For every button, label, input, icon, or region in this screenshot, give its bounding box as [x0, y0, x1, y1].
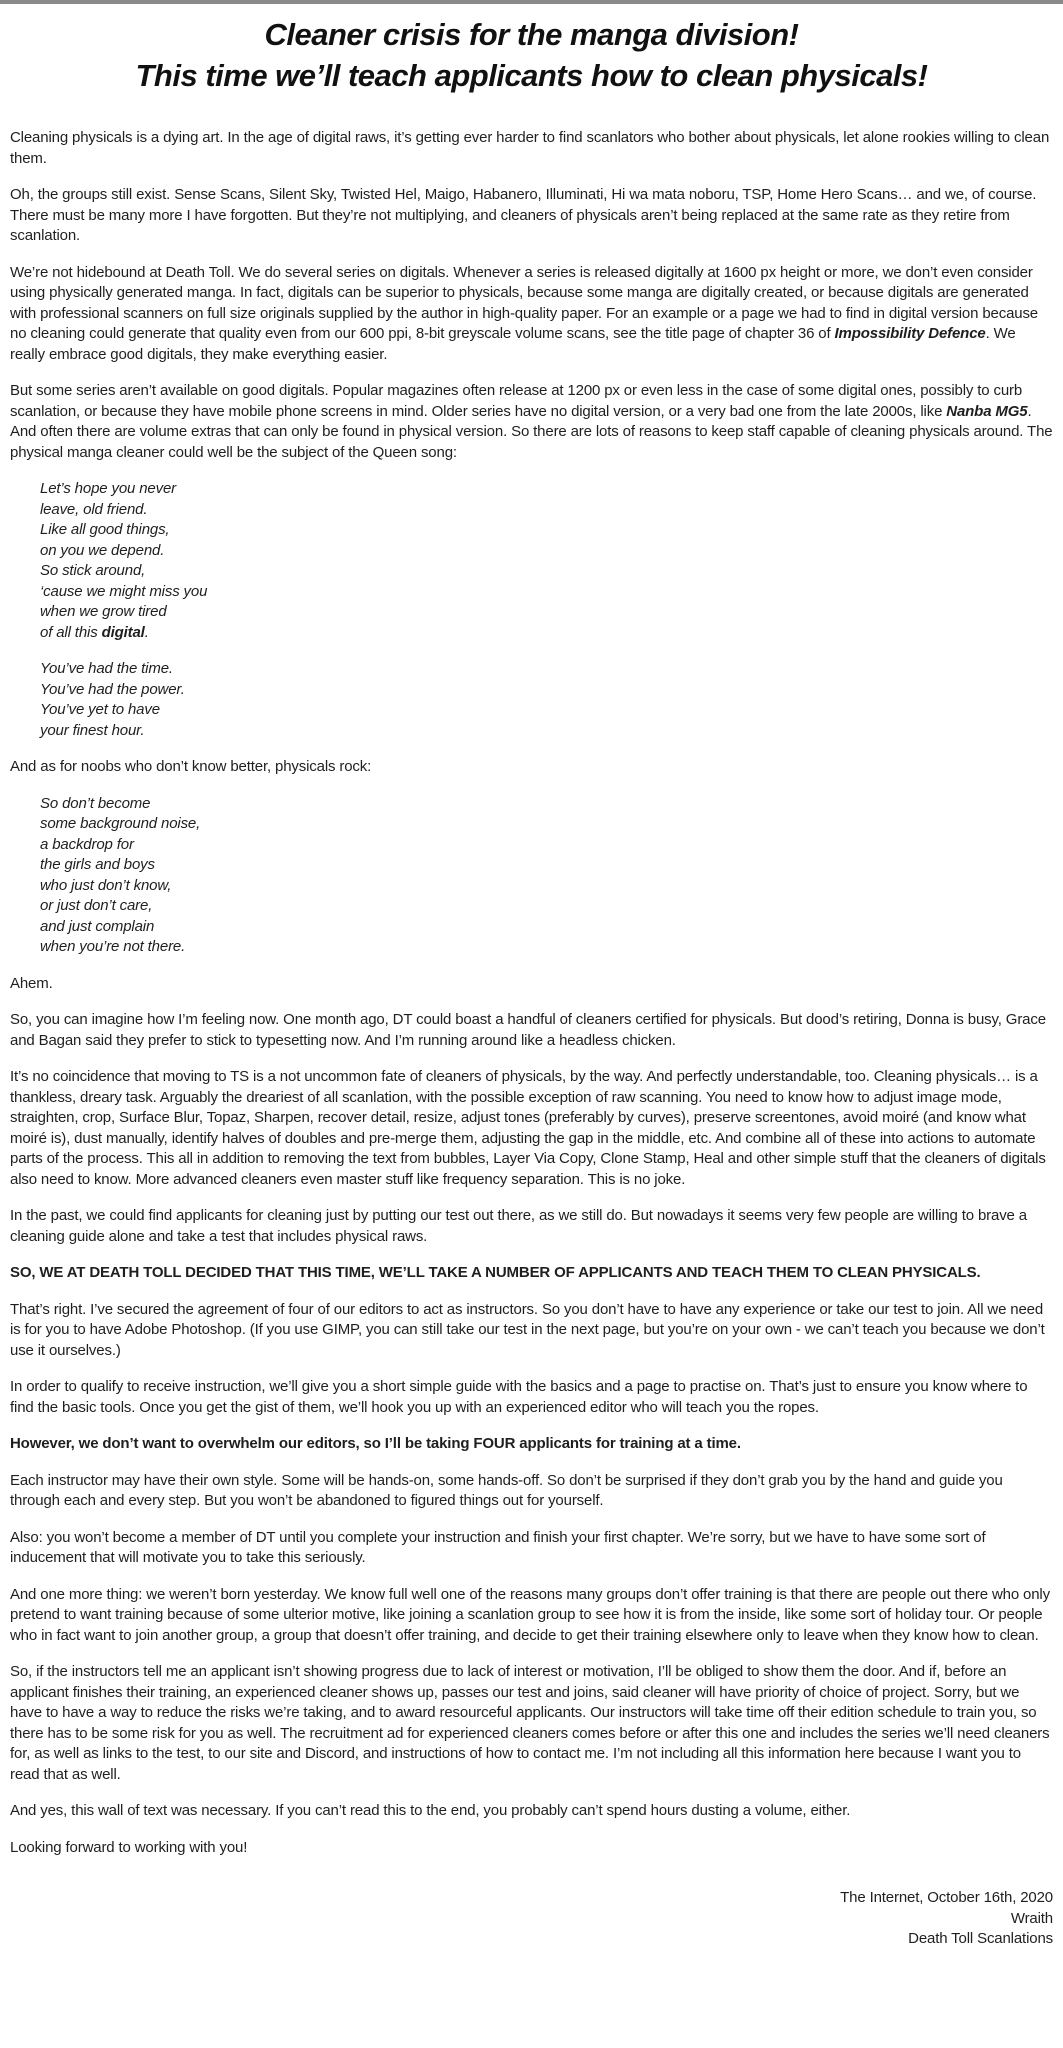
paragraph — [10, 263, 1053, 366]
page-title — [10, 14, 1053, 96]
text-run: And as for noobs who don’t know better, physicals rock: — [10, 758, 372, 775]
text-run: and just complain — [40, 917, 155, 935]
text-run: Ahem. — [10, 974, 53, 992]
bold-paragraph — [10, 1263, 1053, 1284]
paragraph — [10, 1838, 1053, 1859]
paragraph — [10, 1801, 1053, 1822]
text-run: In the past, we could find applicants for cleaning just by putting our test out there, as we still do. But nowadays it seems very few people are willing to brave a cleaning guide alone and take a test that includes physical raws. — [10, 1207, 1027, 1245]
song-quote-line — [40, 876, 1053, 897]
paragraph — [10, 1471, 1053, 1512]
text-run: of all this — [40, 623, 102, 641]
paragraph — [10, 381, 1053, 463]
paragraph — [10, 1528, 1053, 1569]
song-quote-line — [40, 561, 1053, 582]
document — [0, 4, 1063, 1950]
song-quote-line — [40, 680, 1053, 701]
text-run: when you’re not there. — [40, 938, 186, 955]
text-run: Nanba MG5 — [946, 402, 1028, 420]
text-run: . We really embrace good digitals, they make everything easier. — [10, 325, 1016, 363]
text-run: digital — [101, 623, 145, 641]
text-run: Impossibility Defence — [834, 325, 986, 342]
bold-paragraph — [10, 1434, 1053, 1455]
signature-author: Wraith — [1010, 1909, 1053, 1927]
text-run: who just don’t know, — [40, 876, 172, 894]
song-quote-line — [40, 479, 1053, 500]
text-run: Like all good things, — [40, 521, 170, 538]
paragraph — [10, 1067, 1053, 1190]
text-run: when we grow tired — [40, 603, 167, 620]
text-run: Also: you won’t become a member of DT until you complete your instruction and finish your first chapter. We’re sorry, but we have to have some sort of inducement that will motivate you to take this seriously. — [10, 1528, 986, 1566]
signature-group: Death Toll Scanlations — [908, 1930, 1053, 1947]
text-run: You’ve had the power. — [40, 680, 185, 698]
text-run: . — [144, 623, 149, 641]
song-quote-line — [40, 520, 1053, 541]
text-run: some background noise, — [40, 815, 201, 832]
text-run: You’ve had the time. — [40, 660, 173, 677]
paragraph — [10, 128, 1053, 169]
signature-date: The Internet, October 16th, 2020 — [840, 1889, 1053, 1906]
text-run: However, we don’t want to overwhelm our editors, so I’ll be taking FOUR applicants for training at a time. — [10, 1435, 741, 1452]
text-run: And one more thing: we weren’t born yesterday. We know full well one of the reasons many groups don’t offer training is that there are people out there who only pretend to want training because of some ulterior motive, like joining a scanlation group to see how it is from the inside, like some sort of holiday tour. Or people who in fact want to join another group, a group that doesn’t offer training, and decide to get their training elsewhere only to leave when they know how to clean. — [10, 1585, 1050, 1644]
paragraph — [10, 757, 1053, 778]
song-quote-line — [40, 623, 1053, 644]
signature-block — [10, 1888, 1053, 1950]
paragraph — [10, 1300, 1053, 1362]
song-quote-line — [40, 937, 1053, 958]
song-quote-line — [40, 814, 1053, 835]
text-run: the girls and boys — [40, 856, 155, 873]
text-run: In order to qualify to receive instruction, we’ll give you a short simple guide with the basics and a page to practise on. That’s just to ensure you know where to find the basic tools. Once you get the gist of them, we’ll hook you up with an experienced editor who will teach you the ropes. — [10, 1378, 1028, 1416]
text-run: Cleaning physicals is a dying art. In the age of digital raws, it’s getting ever harder to find scanlators who bother about physicals, let alone rookies willing to clean them. — [10, 129, 1050, 167]
song-quote-line — [40, 855, 1053, 876]
paragraph — [10, 1206, 1053, 1247]
text-run: So don’t become — [40, 794, 151, 812]
text-run: You’ve yet to have — [40, 701, 160, 718]
text-run: Let’s hope you never — [40, 480, 176, 497]
song-quote-line — [40, 582, 1053, 603]
text-run: That’s right. I’ve secured the agreement of four of our editors to act as instructors. So you don’t have to have any experience or take our test to join. All we need is for you to have Adobe Photoshop. (If you use GIMP, you can still take our test in the next page, but you’re on your own - we can’t teach you because we don’t use it ourselves.) — [10, 1300, 1045, 1359]
text-run: We’re not hidebound at Death Toll. We do several series on digitals. Whenever a series is released digitally at 1600 px height or more, we don’t even consider using physically generated manga. In fact, digitals can be superior to physicals, because some manga are digitally created, or because digitals are generated with professional scanners on full size originals supplied by the author in high-quality paper. For an example or a page we had to find in digital version because no cleaning could generate that quality even from our 600 ppi, 8-bit greyscale volume scans, see the title page of chapter 36 of — [10, 263, 1038, 342]
text-run: leave, old friend. — [40, 500, 148, 518]
paragraph — [10, 1662, 1053, 1785]
text-run: your finest hour. — [40, 721, 145, 739]
song-quote-line — [40, 602, 1053, 623]
text-run: So, if the instructors tell me an applicant isn’t showing progress due to lack of interest or motivation, I’ll be obliged to show them the door. And if, before an applicant finishes their training, an experienced cleaner shows up, passes our test and joins, said cleaner will have priority of choice of project. Sorry, but we have to have a way to reduce the risks we’re taking, and to award resourceful applicants. Our instructors will take time off their edition schedule to train you, so there has to be some risk for you as well. The recruitment ad for experienced cleaners comes before or after this one and includes the series we’ll need cleaners for, as well as links to the test, to our site and Discord, and instructions of how to contact me. I’m not including all this information here because I want you to read that as well. — [10, 1663, 1050, 1783]
song-quote-line — [40, 896, 1053, 917]
song-quote-line — [40, 541, 1053, 562]
song-quote-line — [40, 917, 1053, 938]
text-run: So, you can imagine how I’m feeling now. One month ago, DT could boast a handful of cleaners certified for physicals. But dood’s retiring, Donna is busy, Grace and Bagan said they prefer to stick to typesetting now. And I’m running around like a headless chicken. — [10, 1011, 1046, 1049]
song-quote — [40, 794, 1053, 958]
paragraph — [10, 1585, 1053, 1647]
text-run: . And often there are volume extras that can only be found in physical version. So there are lots of reasons to keep staff capable of cleaning physicals around. The physical manga cleaner could well be the subject of the Queen song: — [10, 402, 1053, 461]
song-quote-line — [40, 835, 1053, 856]
text-run: SO, WE AT DEATH TOLL DECIDED THAT THIS TIME, WE’LL TAKE A NUMBER OF APPLICANTS AND TEACH THEM TO CLEAN PHYSICALS. — [10, 1264, 981, 1281]
song-quote — [40, 479, 1053, 643]
document-body — [10, 128, 1053, 1858]
text-run: But some series aren’t available on good digitals. Popular magazines often release at 1200 px or even less in the case of some digital ones, possibly to curb scanlation, or because they have mobile phone screens in mind. Older series have no digital version, or a very bad one from the late 2000s, like — [10, 382, 1023, 420]
text-run: Oh, the groups still exist. Sense Scans, Silent Sky, Twisted Hel, Maigo, Habanero, Illuminati, Hi wa mata noboru, TSP, Home Hero Scans… and we, of course. There must be many more I have forgotten. But they’re not multiplying, and cleaners of physicals aren’t being replaced at the same rate as they retire from scanlation. — [10, 186, 1037, 244]
song-quote-line — [40, 659, 1053, 680]
text-run: And yes, this wall of text was necessary. If you can’t read this to the end, you probably can’t spend hours dusting a volume, either. — [10, 1802, 851, 1819]
song-quote — [40, 659, 1053, 741]
text-run: or just don’t care, — [40, 897, 153, 914]
text-run: ‘cause we might miss you — [40, 582, 208, 600]
text-run: on you we depend. — [40, 541, 165, 559]
paragraph — [10, 1377, 1053, 1418]
paragraph — [10, 974, 1053, 995]
text-run: So stick around, — [40, 562, 146, 579]
song-quote-line — [40, 500, 1053, 521]
text-run: It’s no coincidence that moving to TS is a not uncommon fate of cleaners of physicals, by the way. And perfectly understandable, too. Cleaning physicals… is a thankless, dreary task. Arguably the dreariest of all scanlation, with the possible exception of raw scanning. You need to know how to adjust image mode, straighten, crop, Surface Blur, Topaz, Sharpen, recover detail, resize, adjust tones (preferably by curves), preserve screentones, avoid moiré (and know what moiré is), dust manually, identify halves of doubles and pre-merge them, adjusting the gap in the middle, etc. And combine all of these into actions to automate parts of the process. This all in addition to removing the text from bubbles, Layer Via Copy, Clone Stamp, Heal and other simple stuff that the cleaners of digitals also need to know. More advanced cleaners even master stuff like frequency separation. This is no joke. — [10, 1068, 1046, 1188]
paragraph — [10, 1010, 1053, 1051]
text-run: Looking forward to working with you! — [10, 1838, 248, 1856]
page-title-line2: This time we’ll teach applicants how to clean physicals! — [135, 58, 928, 93]
text-run: Each instructor may have their own style. Some will be hands-on, some hands-off. So don’t be surprised if they don’t grab you by the hand and guide you through each and every step. But you won’t be abandoned to figured things out for yourself. — [10, 1471, 1003, 1509]
paragraph — [10, 185, 1053, 247]
text-run: a backdrop for — [40, 835, 134, 853]
song-quote-line — [40, 721, 1053, 742]
song-quote-line — [40, 794, 1053, 815]
page-title-line1: Cleaner crisis for the manga division! — [264, 17, 799, 52]
song-quote-line — [40, 700, 1053, 721]
